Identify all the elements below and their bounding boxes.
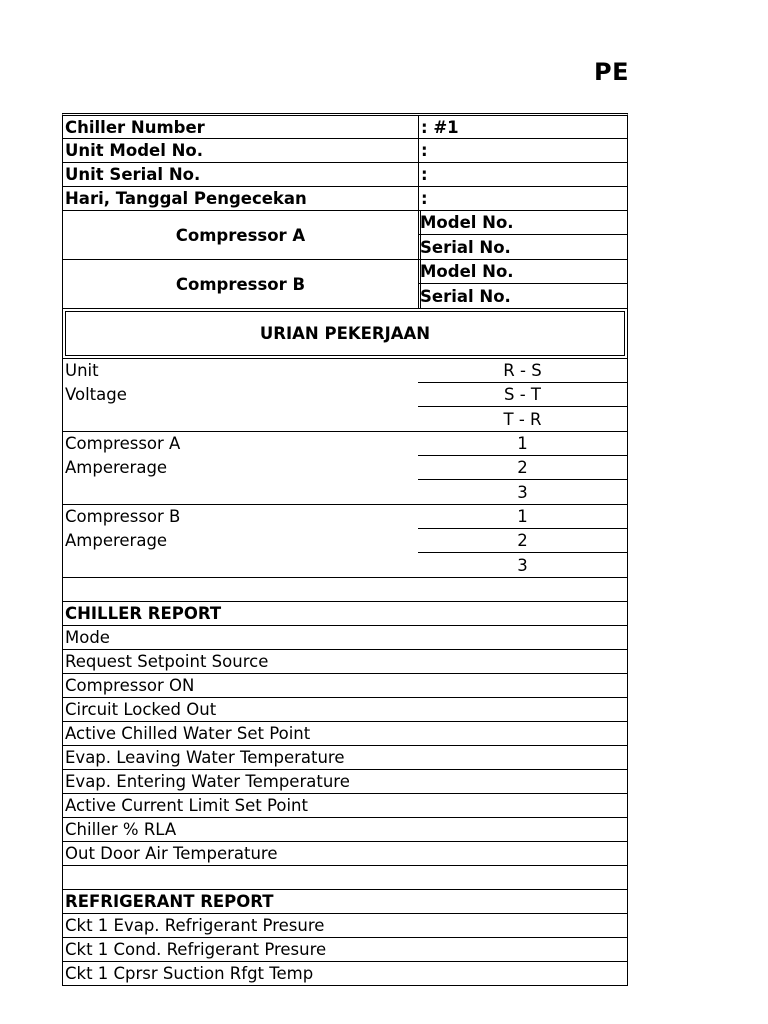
report-row[interactable]: [62, 818, 628, 842]
report-row[interactable]: [62, 626, 628, 650]
model-no-label: Model No.: [418, 260, 627, 284]
measure-label: Compressor B: [65, 507, 181, 526]
report-row[interactable]: [62, 842, 628, 866]
measure-label: Voltage: [65, 385, 127, 404]
report-label: Evap. Entering Water Temperature: [65, 772, 350, 791]
compressor-a-block: [62, 211, 628, 260]
measure-item[interactable]: 3: [517, 555, 528, 575]
compressor-name: Compressor B: [175, 274, 306, 294]
inspection-sheet: [62, 113, 628, 986]
measure-item[interactable]: 1: [418, 505, 627, 529]
report-row[interactable]: [62, 794, 628, 818]
info-value[interactable]: :: [418, 163, 627, 186]
info-value[interactable]: :: [418, 139, 627, 162]
report-label: Mode: [65, 628, 110, 647]
measure-group-unit-voltage: [62, 359, 628, 432]
report-label: Request Setpoint Source: [65, 652, 269, 671]
report-label: Out Door Air Temperature: [65, 844, 278, 863]
measure-label: Ampererage: [65, 458, 168, 477]
info-label: Chiller Number: [65, 117, 205, 137]
section-header: URIAN PEKERJAAN: [65, 311, 625, 356]
info-label: Unit Serial No.: [65, 165, 201, 184]
measure-item[interactable]: 3: [517, 482, 528, 502]
measure-item[interactable]: 2: [418, 456, 627, 480]
serial-no-label: Serial No.: [420, 286, 511, 306]
blank-row: [62, 578, 628, 602]
report-label: Ckt 1 Evap. Refrigerant Presure: [65, 916, 325, 935]
report-row[interactable]: [62, 962, 628, 986]
info-row-unit-serial: [62, 163, 628, 187]
report-label: Compressor ON: [65, 676, 195, 695]
report-label: Ckt 1 Cprsr Suction Rfgt Temp: [65, 964, 314, 983]
chiller-report-heading-row: [62, 602, 628, 626]
measure-item[interactable]: 2: [418, 529, 627, 553]
refrigerant-report-heading: REFRIGERANT REPORT: [65, 892, 274, 911]
compressor-name: Compressor A: [175, 225, 306, 245]
report-label: Ckt 1 Cond. Refrigerant Presure: [65, 940, 327, 959]
info-row-chiller-number: [62, 113, 628, 139]
report-row[interactable]: [62, 938, 628, 962]
info-row-unit-model: [62, 139, 628, 163]
measure-item[interactable]: 1: [418, 432, 627, 456]
report-row[interactable]: [62, 698, 628, 722]
report-row[interactable]: [62, 650, 628, 674]
measure-label: Unit: [65, 361, 99, 380]
report-label: Active Current Limit Set Point: [65, 796, 308, 815]
refrigerant-report-heading-row: [62, 890, 628, 914]
info-label: Hari, Tanggal Pengecekan: [65, 189, 307, 208]
serial-no-label: Serial No.: [420, 237, 511, 257]
measure-item[interactable]: S - T: [418, 383, 627, 407]
report-row[interactable]: [62, 746, 628, 770]
report-label: Active Chilled Water Set Point: [65, 724, 311, 743]
info-value[interactable]: : #1: [418, 116, 627, 138]
report-row[interactable]: [62, 722, 628, 746]
info-row-check-date: [62, 187, 628, 211]
report-row[interactable]: [62, 674, 628, 698]
measure-label: Ampererage: [65, 531, 168, 550]
report-label: Evap. Leaving Water Temperature: [65, 748, 345, 767]
measure-item[interactable]: T - R: [503, 409, 542, 429]
report-row[interactable]: [62, 914, 628, 938]
blank-row: [62, 866, 628, 890]
section-header-row: [62, 309, 628, 359]
report-row[interactable]: [62, 770, 628, 794]
report-label: Circuit Locked Out: [65, 700, 217, 719]
chiller-report-heading: CHILLER REPORT: [65, 604, 222, 623]
info-label: Unit Model No.: [65, 141, 204, 160]
measure-label: Compressor A: [65, 434, 181, 453]
report-label: Chiller % RLA: [65, 820, 177, 839]
measure-group-compressor-b: [62, 505, 628, 578]
compressor-b-block: [62, 260, 628, 309]
info-value[interactable]: :: [418, 187, 627, 210]
measure-group-compressor-a: [62, 432, 628, 505]
model-no-label: Model No.: [418, 211, 627, 235]
measure-item[interactable]: R - S: [418, 359, 627, 383]
page-title: PE: [594, 58, 629, 86]
